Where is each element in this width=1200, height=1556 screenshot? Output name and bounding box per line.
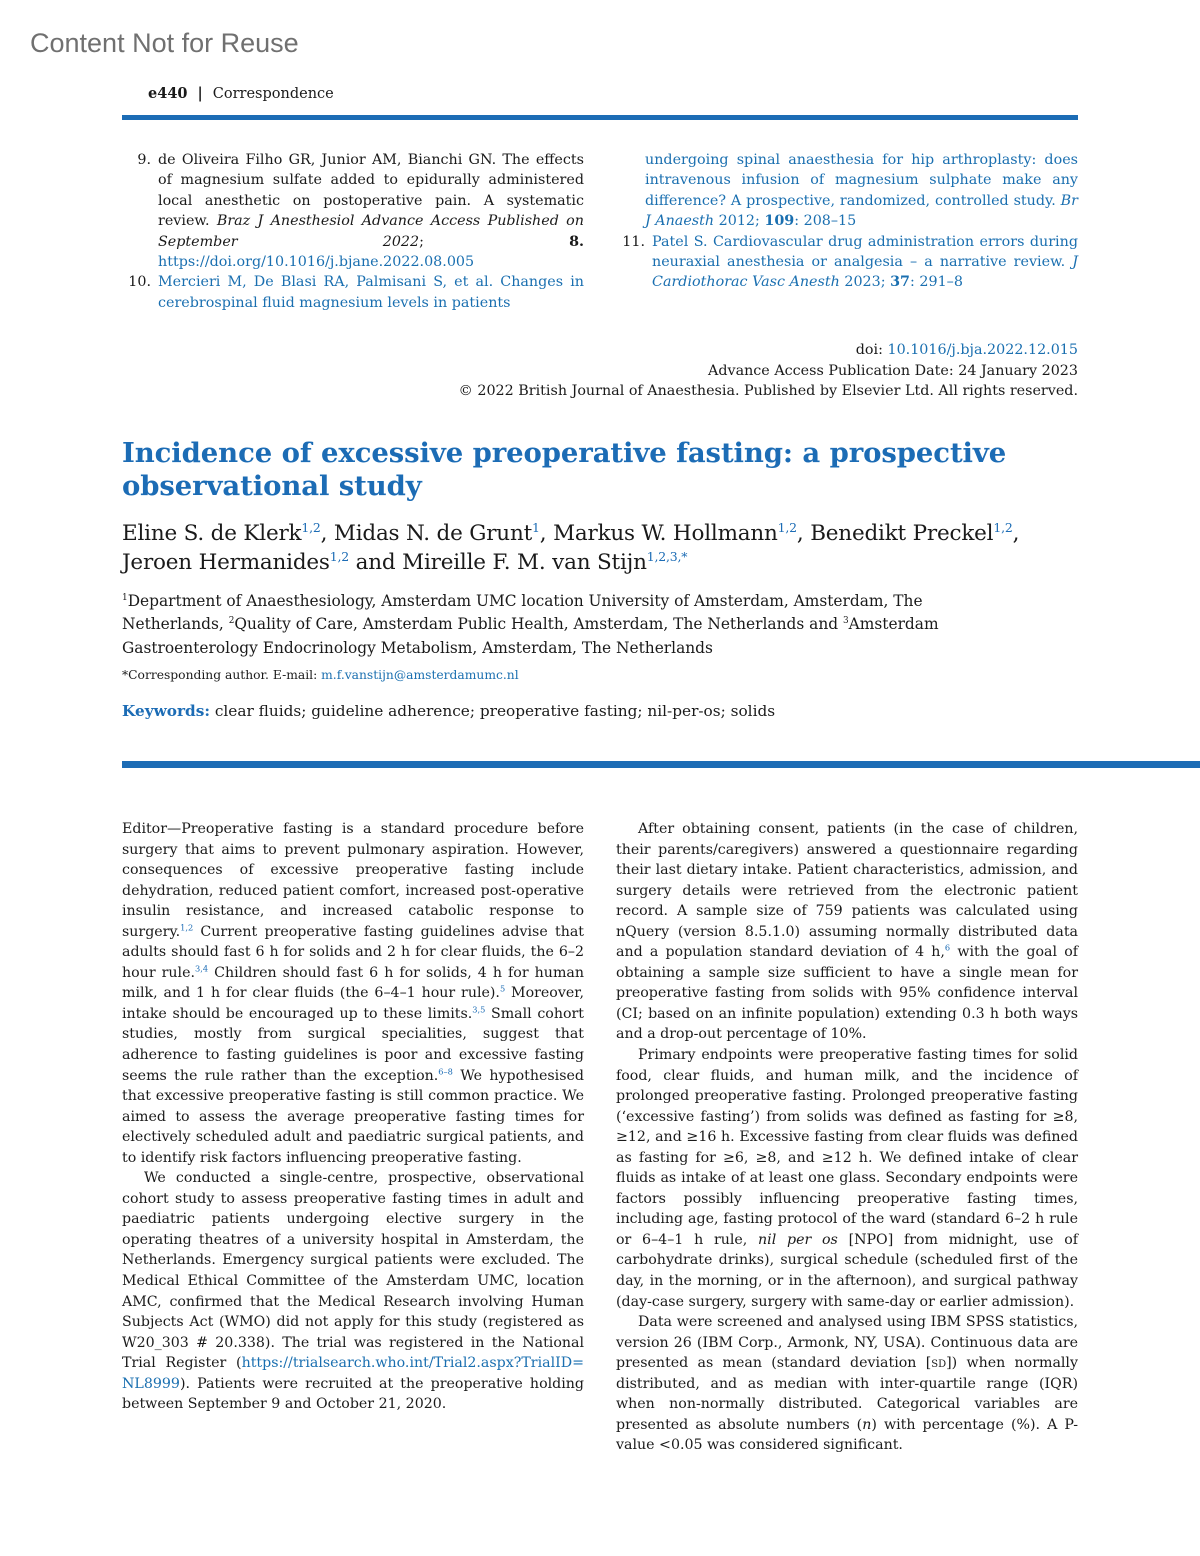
author-separator: , (539, 521, 554, 546)
author-name: Benedikt Preckel (810, 521, 994, 546)
author-separator: , (1012, 521, 1020, 546)
paragraph-text: Children should fast 6 h for solids, 4 h for human milk, and 1 h for clear fluids (the 6–4–1 hour rule). (122, 964, 584, 1002)
author-separator: , (320, 521, 334, 546)
corresponding-label: *Corresponding author. E-mail: (122, 668, 322, 682)
reference-doi-link[interactable]: https://doi.org/10.1016/j.bjane.2022.08.005 (158, 254, 475, 271)
affiliations (122, 590, 1022, 660)
author-separator: , (796, 521, 811, 546)
doi-line (459, 340, 1079, 361)
reference-journal: J Cardiothorac Vasc Anesth (652, 254, 1078, 291)
affiliation-number: 3 (842, 616, 849, 627)
reference-pages: : 208–15 (794, 213, 857, 230)
doi-label: doi: (855, 342, 888, 358)
header-separator: | (197, 85, 203, 102)
citation-sup[interactable]: 6 (944, 942, 951, 953)
title-line-1: Incidence of excessive preoperative fasting: a prospective (122, 437, 1007, 469)
doi-link[interactable]: 10.1016/j.bja.2022.12.015 (887, 342, 1078, 358)
watermark-text: Content Not for Reuse (30, 28, 299, 58)
citation-sup[interactable]: 1,2 (180, 922, 194, 932)
abbreviation-sd: sd (931, 1355, 947, 1372)
reference-number: 9. (137, 152, 151, 168)
author-affiliation-sup: 1,2,3,* (646, 548, 688, 564)
reference-year: 2023; (839, 274, 891, 291)
reference-journal: Br J Anaesth (645, 192, 1078, 230)
corresponding-email-link[interactable]: m.f.vanstijn@amsterdamumc.nl (321, 668, 519, 682)
affiliation-number: 1 (122, 592, 128, 603)
reference-10-continued[interactable] (616, 150, 1078, 232)
reference-11[interactable] (616, 232, 1078, 293)
references-right-column (616, 150, 1078, 293)
keywords (122, 702, 775, 720)
author-affiliation-sup: 1 (532, 519, 540, 535)
author-name: Mireille F. M. van Stijn (402, 550, 647, 575)
reference-9 (122, 150, 584, 272)
paragraph-text: Small cohort studies, mostly from surgical specialities, suggest that adherence to fasting guidelines is poor and excessive fasting seems the rule rather than the exception. (122, 1005, 584, 1084)
reference-pages: : 291–8 (910, 274, 963, 291)
paragraph-text: After obtaining consent, patients (in the case of children, their parents/caregivers) answered a questionnaire regarding their last dietary intake. Patient characteristics, admission, and surgery details were retrieved from the electronic patient record. A sample size of 759 patients was calculated using nQuery (version 8.5.1.0) assuming normally distributed data and a population standard deviation of 4 h, (616, 821, 1078, 961)
author-affiliation-sup: 1,2 (777, 519, 797, 535)
corresponding-author (122, 668, 519, 682)
reference-text: Mercieri M, De Blasi RA, Palmisani S, et al. Changes in cerebrospinal fluid magnesium levels in patients (158, 274, 584, 311)
keywords-label: Keywords: (122, 702, 210, 720)
author-separator: and (349, 550, 403, 575)
author-affiliation-sup: 1,2 (301, 519, 321, 535)
citation-sup[interactable]: 3,4 (195, 963, 209, 974)
page-number: e440 (148, 85, 188, 102)
body-paragraph (616, 1312, 1078, 1456)
affiliation-number: 2 (228, 616, 235, 627)
citation-sup[interactable]: 3,5 (472, 1004, 486, 1015)
author-affiliation-sup: 1,2 (329, 548, 350, 564)
author-name: Jeroen Hermanides (122, 550, 330, 575)
author-affiliation-sup: 1,2 (993, 519, 1013, 535)
header-rule (122, 115, 1078, 120)
body-right-column (616, 819, 1078, 1456)
reference-number: 11. (622, 233, 645, 250)
paragraph-text: [NPO] from midnight, use of carbohydrate drinks), surgical schedule (scheduled first of the day, in the morning, or in the afternoon), and surgical pathway (day-case surgery, surgery with same-day or earlier admission). (616, 1231, 1078, 1310)
paragraph-text: ). Patients were recruited at the preoperative holding between September 9 and October 21, 2020. (122, 1375, 584, 1413)
paragraph-text: We conducted a single-centre, prospective, observational cohort study to assess preoperative fasting times in adult and paediatric patients undergoing elective surgery in the operating theatres of a university hospital in Amsterdam, the Netherlands. Emergency surgical patients were excluded. The Medical Ethical Committee of the Amsterdam UMC, location AMC, confirmed that the Medical Research involving Human Subjects Act (WMO) did not apply for this study (registered as W20_303 # 20.338). The trial was registered in the National Trial Register ( (122, 1170, 584, 1372)
keywords-text: clear fluids; guideline adherence; preoperative fasting; nil-per-os; solids (209, 702, 776, 720)
trial-register-link[interactable]: https://trialsearch.who.int/Trial2.aspx?TrialID=NL8999 (122, 1355, 584, 1392)
reference-separator: ; (419, 233, 570, 250)
body-left-column (122, 819, 584, 1415)
reference-journal: Braz J Anesthesiol Advance Access Published on September 2022 (158, 213, 584, 250)
affiliation-text: Department of Anaesthesiology, Amsterdam UMC location University of Amsterdam, Amsterdam, The Netherlands, (122, 592, 923, 634)
body-paragraph (616, 1045, 1078, 1312)
reference-text: de Oliveira Filho GR, Junior AM, Bianchi GN. The effects of magnesium sulfate added to epidurally administered local anesthetic on postoperative pain. A systematic review. (158, 152, 584, 230)
paragraph-text: with the goal of obtaining a sample size sufficient to have a single mean for preoperative fasting from solids with 95% confidence interval (CI; based on an infinite population) extending 0.3 h both ways and a drop-out percentage of 10%. (616, 944, 1078, 1043)
reference-number: 10. (128, 274, 151, 291)
reference-volume: 8. (569, 233, 584, 250)
paragraph-text: Current preoperative fasting guidelines advise that adults should fast 6 h for solids and 2 h for clear fluids, the 6–2 hour rule. (122, 923, 584, 981)
paragraph-text: Editor—Preoperative fasting is a standard procedure before surgery that aims to prevent pulmonary aspiration. However, consequences of excessive preoperative fasting include dehydration, reduced patient comfort, increased post-operative insulin resistance, and increased catabolic response to surgery. (122, 821, 584, 940)
affiliation-text: Quality of Care, Amsterdam Public Health, Amsterdam, The Netherlands and (234, 615, 843, 634)
reference-text: Patel S. Cardiovascular drug administration errors during neuraxial anesthesia or analgesia – a narrative review. (652, 233, 1078, 271)
citation-sup[interactable]: 5 (499, 983, 506, 994)
paragraph-text: Primary endpoints were preoperative fasting times for solid food, clear fluids, and human milk, and the incidence of prolonged preoperative fasting. Prolonged preoperative fasting (‘excessive fasting’) from solids was defined as fasting for ≥8, ≥12, and ≥16 h. Excessive fasting from clear fluids was defined as fasting for ≥6, ≥8, and ≥12 h. We defined intake of clear fluids as intake of at least one glass. Secondary endpoints were factors possibly influencing preoperative fasting times, including age, fasting protocol of the ward (standard 6–2 h rule or 6–4–1 h rule, (616, 1047, 1078, 1248)
author-list (122, 519, 1082, 577)
copyright-notice: © 2022 British Journal of Anaesthesia. Published by Elsevier Ltd. All rights reserved. (458, 383, 1078, 400)
paragraph-text: Moreover, intake should be encouraged up to these limits. (122, 985, 584, 1022)
advance-access-date: Advance Access Publication Date: 24 January 2023 (708, 362, 1078, 379)
author-name: Midas N. de Grunt (333, 521, 533, 546)
author-name: Eline S. de Klerk (122, 521, 302, 546)
references-left-column (122, 150, 584, 313)
body-paragraph (616, 819, 1078, 1045)
affiliation-text: Amsterdam Gastroenterology Endocrinology Metabolism, Amsterdam, The Netherlands (122, 615, 939, 657)
body-paragraph (122, 1168, 584, 1415)
citation-sup[interactable]: 6–8 (438, 1065, 453, 1076)
article-title (122, 437, 1022, 502)
article-metadata (459, 340, 1079, 402)
paragraph-text: ]) when normally distributed, and as median with inter-quartile range (IQR) when non-normally distributed. Categorical variables are presented as absolute numbers ( (616, 1355, 1078, 1433)
paragraph-italic: n (862, 1416, 872, 1433)
title-line-2: observational study (122, 469, 422, 502)
paragraph-text: Data were screened and analysed using IBM SPSS statistics, version 26 (IBM Corp., Armonk, NY, USA). Continuous data are presented as mean (standard deviation [ (616, 1314, 1078, 1372)
section-rule (122, 761, 1200, 768)
reference-10[interactable] (122, 272, 584, 313)
section-name: Correspondence (212, 86, 334, 102)
author-name: Markus W. Hollmann (553, 521, 778, 546)
paragraph-text: We hypothesised that excessive preoperative fasting is still common practice. We aimed to assess the average preoperative fasting times for electively scheduled adult and paediatric surgical patients, and to identify risk factors influencing preoperative fasting. (122, 1067, 584, 1166)
reference-year: 2012; (714, 213, 765, 230)
running-header (148, 85, 334, 102)
paragraph-italic: nil per os (758, 1231, 838, 1248)
reference-volume: 37 (890, 274, 911, 291)
paragraph-text: ) with percentage (%). A P-value <0.05 was considered significant. (616, 1416, 1078, 1454)
body-paragraph (122, 819, 584, 1168)
reference-text: undergoing spinal anaesthesia for hip arthroplasty: does intravenous infusion of magnesium sulphate make any difference? A prospective, randomized, controlled study. (645, 152, 1078, 209)
reference-volume: 109 (764, 213, 795, 230)
